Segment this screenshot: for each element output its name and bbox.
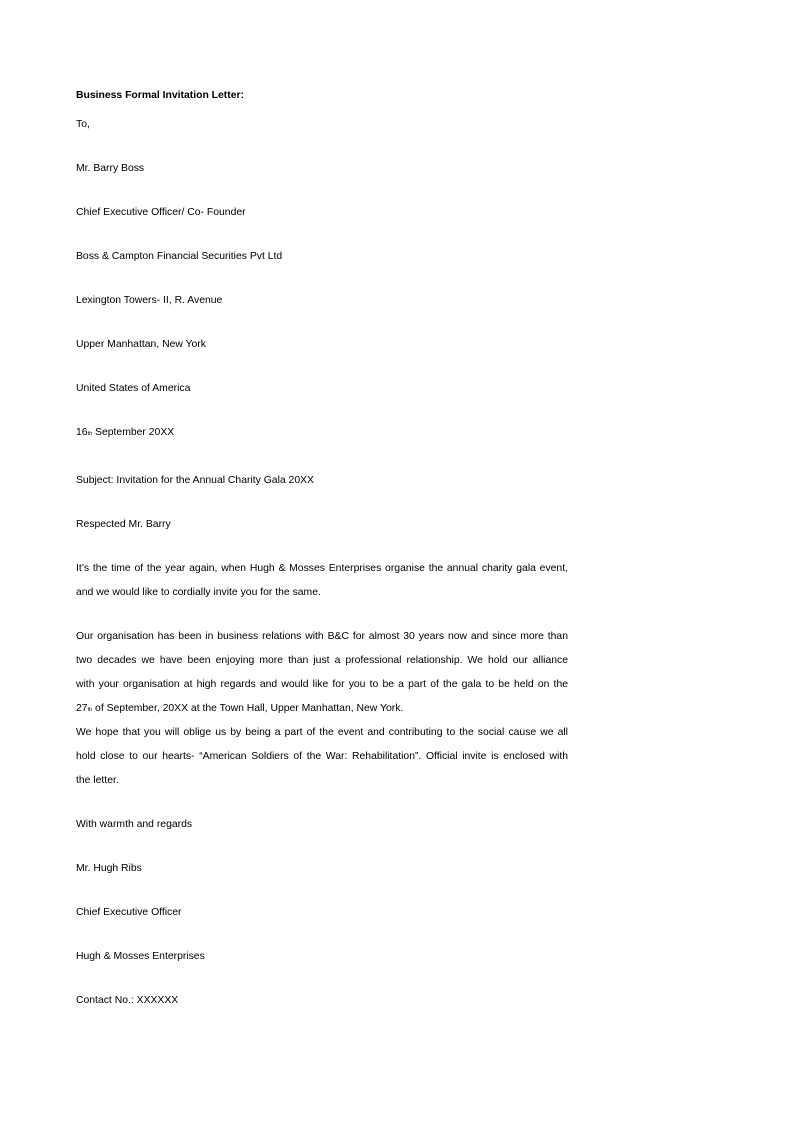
- sender-company: Hugh & Mosses Enterprises: [76, 951, 205, 962]
- paragraph-line: the letter.: [76, 775, 119, 786]
- letter-closing: With warmth and regards: [76, 819, 193, 830]
- letter-title: Business Formal Invitation Letter:: [76, 90, 245, 101]
- sender-position: Chief Executive Officer: [76, 907, 182, 918]
- recipient-position: Chief Executive Officer/ Co- Founder: [76, 207, 246, 218]
- paragraph-line: hold close to our hearts- “American Soldiers of the War: Rehabilitation”. Official invite is enclosed with: [76, 751, 568, 762]
- date-rest: September 20XX: [92, 427, 175, 438]
- paragraph-line: Our organisation has been in business relations with B&C for almost 30 years now and since more than: [76, 631, 568, 642]
- recipient-company: Boss & Campton Financial Securities Pvt Ltd: [76, 251, 283, 262]
- recipient-name: Mr. Barry Boss: [76, 163, 145, 174]
- recipient-address-line1: Lexington Towers- II, R. Avenue: [76, 295, 223, 306]
- letter-date: [76, 426, 174, 441]
- recipient-address-line2: Upper Manhattan, New York: [76, 339, 206, 350]
- body-paragraph-1: [76, 557, 568, 605]
- sender-name: Mr. Hugh Ribs: [76, 863, 142, 874]
- to-label: To,: [76, 119, 90, 130]
- event-day-suffix: th: [87, 707, 93, 713]
- body-paragraph-2: [76, 625, 568, 722]
- body-paragraph-3: [76, 721, 568, 793]
- paragraph-line: with your organisation at high regards and would like for you to be a part of the gala to be held on the: [76, 679, 568, 690]
- date-suffix: th: [87, 431, 93, 437]
- event-day: 27: [76, 703, 88, 714]
- paragraph-line: We hope that you will oblige us by being a part of the event and contributing to the social cause we all: [76, 727, 568, 738]
- letter-subject: Subject: Invitation for the Annual Charity Gala 20XX: [76, 475, 314, 486]
- date-day: 16: [76, 427, 88, 438]
- letter-salutation: Respected Mr. Barry: [76, 519, 171, 530]
- recipient-country: United States of America: [76, 383, 191, 394]
- paragraph-line: [76, 697, 568, 722]
- paragraph-line: two decades we have been enjoying more than just a professional relationship. We hold our alliance: [76, 655, 568, 666]
- paragraph-line: It’s the time of the year again, when Hugh & Mosses Enterprises organise the annual charity gala event,: [76, 563, 568, 574]
- paragraph-line: and we would like to cordially invite you for the same.: [76, 587, 321, 598]
- sender-contact: Contact No.: XXXXXX: [76, 995, 179, 1006]
- event-details: of September, 20XX at the Town Hall, Upper Manhattan, New York.: [92, 703, 404, 714]
